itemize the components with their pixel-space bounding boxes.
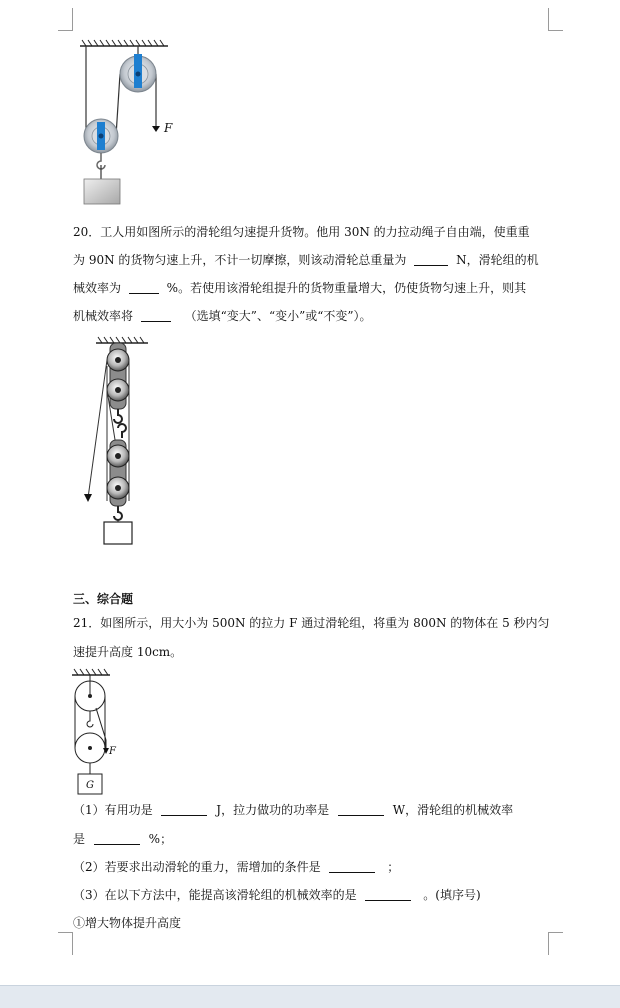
q20-line-3: [73, 280, 526, 296]
q20-line-4-text-b: （选填“变大”、“变小”或“不变”）。: [184, 309, 372, 323]
q20-line-1: 20．工人用如图所示的滑轮组匀速提升货物。他用 30N 的力拉动绳子自由端，使重重: [73, 225, 530, 239]
q21-sub-3-text-b: 。(填序号): [423, 888, 481, 902]
q21-line-2: 速提升高度 10cm。: [73, 645, 183, 659]
pulley-figure-3: [70, 668, 130, 796]
q21-sub-2: [73, 859, 399, 875]
crop-mark-top-right: [548, 8, 563, 31]
q21-blank-condition: [329, 860, 375, 873]
crop-mark-top-left: [58, 8, 73, 31]
crop-mark-bottom-left: [58, 932, 73, 955]
force-label-f: F: [164, 121, 173, 135]
q20-blank-trend: [141, 309, 171, 322]
q21-sub-1-line-1: [73, 802, 513, 818]
pulley-figure-2: [76, 336, 156, 548]
q20-blank-efficiency: [129, 281, 159, 294]
weight-label-g: G: [86, 780, 94, 791]
q20-line-2-text-a: 为 90N 的货物匀速上升，不计一切摩擦，则该动滑轮总重量为: [73, 253, 407, 267]
q21-blank-method: [365, 888, 411, 901]
q21-sub-2-text-a: （2）若要求出动滑轮的重力，需增加的条件是: [73, 860, 321, 874]
q21-sub-1-text-b: J，拉力做功的功率是: [216, 803, 330, 817]
q20-line-2-text-b: N，滑轮组的机: [456, 253, 539, 267]
q21-line-1: 21．如图所示，用大小为 500N 的拉力 F 通过滑轮组，将重为 800N 的物体在 5 秒内匀: [73, 616, 550, 630]
q21-blank-efficiency: [94, 832, 140, 845]
q21-sub-3-text-a: （3）在以下方法中，能提高该滑轮组的机械效率的是: [73, 888, 357, 902]
q20-line-3-text-b: %。若使用该滑轮组提升的货物重量增大，仍使货物匀速上升，则其: [166, 281, 527, 295]
q21-option-1: ①增大物体提升高度: [73, 916, 182, 930]
q21-blank-useful-work: [161, 803, 207, 816]
status-bar: [0, 985, 620, 1008]
q21-sub-1-text-e: %；: [148, 832, 173, 846]
q21-sub-1-line-2: [73, 831, 172, 847]
section-3-heading: 三、综合题: [73, 592, 134, 606]
q20-blank-pulley-weight: [414, 253, 448, 266]
q20-line-3-text-a: 械效率为: [73, 281, 122, 295]
q21-sub-1-text-c: W，滑轮组的机械效率: [392, 803, 514, 817]
pulley-figure-1: [70, 38, 190, 206]
force-label-f-fig3: F: [109, 746, 116, 757]
q21-sub-1-text-a: （1）有用功是: [73, 803, 153, 817]
q21-sub-2-text-b: ；: [387, 860, 400, 874]
q20-line-4-text-a: 机械效率将: [73, 309, 134, 323]
q21-sub-1-text-d: 是: [73, 832, 86, 846]
q21-sub-3: [73, 887, 481, 903]
q20-line-4: [73, 308, 371, 324]
q20-line-2: [73, 252, 539, 268]
q21-blank-power: [338, 803, 384, 816]
crop-mark-bottom-right: [548, 932, 563, 955]
